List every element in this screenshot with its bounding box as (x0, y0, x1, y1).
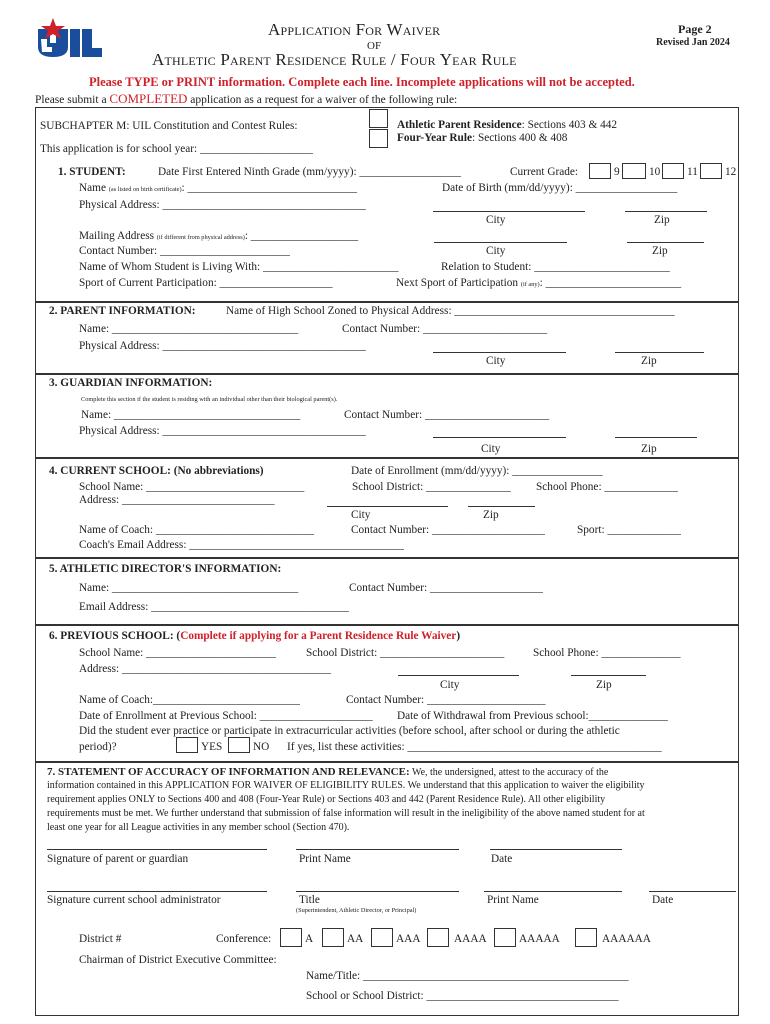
school-year-field[interactable]: This application is for school year: ____________________ (40, 143, 313, 155)
chairman-label: Chairman of District Executive Committee: (79, 954, 277, 966)
conf-aaaaaa-checkbox[interactable] (575, 928, 597, 947)
conf-aa-checkbox[interactable] (322, 928, 344, 947)
student-city-label: City (486, 214, 506, 226)
current-enrollment-field[interactable]: Date of Enrollment (mm/dd/yyyy): ________________ (351, 465, 603, 477)
grade-9-checkbox[interactable] (589, 163, 611, 179)
parent-heading: 2. PARENT INFORMATION: (49, 305, 196, 317)
student-physical-address-field[interactable]: Physical Address: ____________________________________ (79, 199, 366, 211)
prev-city-label: City (440, 679, 460, 691)
conference-label: Conference: (216, 933, 272, 945)
prev-withdrawal-field[interactable]: Date of Withdrawal from Previous school:______________ (397, 710, 668, 722)
yes-label: YES (201, 741, 223, 753)
ad-name-field[interactable]: Name: _________________________________ (79, 582, 299, 594)
prev-enrollment-field[interactable]: Date of Enrollment at Previous School: ____________________ (79, 710, 373, 722)
conf-aaaa-label: AAAA (454, 933, 487, 945)
yes-checkbox[interactable] (176, 737, 198, 753)
guardian-city-line[interactable] (433, 437, 566, 438)
student-zip-label: Zip (654, 214, 670, 226)
parent-residence-label: Athletic Parent Residence: Sections 403 & 442 (397, 119, 618, 131)
instruction-text: Please TYPE or PRINT information. Complete each line. Incomplete applications will not be accepted. (89, 75, 635, 89)
grade-10-checkbox[interactable] (622, 163, 646, 179)
grade-12-label: 12 (725, 166, 737, 178)
four-year-checkbox[interactable] (369, 129, 388, 148)
guardian-zip-label: Zip (641, 443, 657, 455)
parent-zip-label: Zip (641, 355, 657, 367)
current-grade-label: Current Grade: (510, 166, 579, 178)
guardian-zip-line[interactable] (615, 437, 697, 438)
prev-address-field[interactable]: Address: _____________________________________ (79, 663, 331, 675)
ad-heading: 5. ATHLETIC DIRECTOR'S INFORMATION: (49, 563, 282, 575)
guardian-heading: 3. GUARDIAN INFORMATION: (49, 377, 213, 389)
parent-name-field[interactable]: Name: _________________________________ (79, 323, 299, 335)
conf-aaaaa-label: AAAAA (519, 933, 560, 945)
current-phone-field[interactable]: School Phone: _____________ (536, 481, 678, 493)
district-number-label: District # (79, 933, 122, 945)
current-coach-field[interactable]: Name of Coach: ____________________________ (79, 524, 315, 536)
current-sport-field-school[interactable]: Sport: _____________ (577, 524, 681, 536)
statement-line-1: 7. STATEMENT OF ACCURACY OF INFORMATION AND RELEVANCE: We, the undersigned, attest to the accuracy of the (47, 766, 609, 778)
guardian-contact-field[interactable]: Contact Number: ______________________ (344, 409, 550, 421)
grade-12-checkbox[interactable] (700, 163, 722, 179)
title-of: OF (367, 40, 382, 52)
next-sport-field[interactable]: Next Sport of Participation (if any): ________________________ (396, 277, 682, 289)
parent-print-name-label: Print Name (299, 853, 351, 865)
prev-zip-line[interactable] (571, 675, 646, 676)
uil-logo-icon (34, 17, 104, 61)
revised-date: Revised Jan 2024 (656, 37, 730, 48)
prev-zip-label: Zip (596, 679, 612, 691)
guardian-note: Complete this section if the student is residing with an individual other than their biological parent(s). (81, 396, 338, 403)
conf-a-checkbox[interactable] (280, 928, 302, 947)
conf-aaa-checkbox[interactable] (371, 928, 393, 947)
student-dob-field[interactable]: Date of Birth (mm/dd/yyyy): __________________ (442, 182, 678, 194)
parent-print-name-line[interactable] (296, 849, 459, 850)
parent-contact-field[interactable]: Contact Number: ______________________ (342, 323, 548, 335)
parent-signature-line[interactable] (47, 849, 267, 850)
parent-date-line[interactable] (490, 849, 622, 850)
zoned-school-field[interactable]: Name of High School Zoned to Physical Address: _______________________________________ (226, 305, 675, 317)
admin-date-label: Date (652, 894, 674, 906)
mailing-city-line[interactable] (434, 242, 567, 243)
admin-signature-line[interactable] (47, 891, 267, 892)
first-ninth-field[interactable]: Date First Entered Ninth Grade (mm/yyyy): __________________ (158, 166, 462, 178)
mailing-city-label: City (486, 245, 506, 257)
submit-text: Please submit a COMPLETED application as a request for a waiver of the following rule: (35, 91, 458, 106)
current-city-label: City (351, 509, 371, 521)
title-line-1: Application For Waiver (268, 20, 441, 39)
prev-phone-field[interactable]: School Phone: ______________ (533, 647, 681, 659)
chair-name-title-field[interactable]: Name/Title: _______________________________________________ (306, 970, 629, 982)
student-city-line[interactable] (433, 211, 585, 212)
subchapter-text: SUBCHAPTER M: UIL Constitution and Contest Rules: (40, 120, 298, 132)
four-year-label: Four-Year Rule: Sections 400 & 408 (397, 132, 568, 144)
parent-city-line[interactable] (433, 352, 566, 353)
guardian-address-field[interactable]: Physical Address: ____________________________________ (79, 425, 366, 437)
admin-title-line[interactable] (296, 891, 459, 892)
admin-print-name-label: Print Name (487, 894, 539, 906)
previous-school-heading: 6. PREVIOUS SCHOOL: (Complete if applying for a Parent Residence Rule Waiver) (49, 630, 461, 642)
extracurricular-question: Did the student ever practice or participate in extracurricular activities (before school, after school or during the athletic (79, 725, 620, 737)
parent-address-field[interactable]: Physical Address: ____________________________________ (79, 340, 366, 352)
no-label: NO (253, 741, 270, 753)
chair-school-district-field[interactable]: School or School District: __________________________________ (306, 990, 619, 1002)
grade-10-label: 10 (649, 166, 661, 178)
grade-9-label: 9 (614, 166, 620, 178)
relation-field[interactable]: Relation to Student: ________________________ (441, 261, 670, 273)
prev-district-field[interactable]: School District: ______________________ (306, 647, 505, 659)
student-mailing-field[interactable]: Mailing Address (if different from physical address): ___________________ (79, 230, 359, 242)
uil-logo (34, 17, 104, 61)
statement-line-5: least one year for all League activities in any member school (Section 470). (47, 822, 350, 833)
current-zip-line[interactable] (468, 506, 535, 507)
living-with-field[interactable]: Name of Whom Student is Living With: ________________________ (79, 261, 399, 273)
student-contact-field[interactable]: Contact Number: _______________________ (79, 245, 290, 257)
coach-email-field[interactable]: Coach's Email Address: ______________________________________ (79, 539, 404, 551)
current-school-heading: 4. CURRENT SCHOOL: (No abbreviations) (49, 465, 264, 477)
no-checkbox[interactable] (228, 737, 250, 753)
guardian-city-label: City (481, 443, 501, 455)
current-sport-field[interactable]: Sport of Current Participation: ____________________ (79, 277, 333, 289)
conf-aaaaa-checkbox[interactable] (494, 928, 516, 947)
student-name-field[interactable]: Name (as listed on birth certificate): ______________________________ (79, 182, 357, 194)
statement-line-4: requirements must be met. We further understand that submission of false information will result in the ineligibility of the above named student for at (47, 808, 645, 819)
prev-coach-field[interactable]: Name of Coach:__________________________ (79, 694, 300, 706)
grade-11-checkbox[interactable] (662, 163, 684, 179)
sig-parent-label: Signature of parent or guardian (47, 853, 189, 865)
guardian-name-field[interactable]: Name: _________________________________ (81, 409, 301, 421)
page-number: Page 2 (678, 22, 712, 36)
current-district-field[interactable]: School District: _______________ (352, 481, 511, 493)
parent-date-label: Date (491, 853, 513, 865)
current-coach-contact-field[interactable]: Contact Number: ____________________ (351, 524, 545, 536)
mailing-zip-label: Zip (652, 245, 668, 257)
sig-admin-label: Signature current school administrator (47, 894, 221, 906)
prev-coach-contact-field[interactable]: Contact Number: _____________________ (346, 694, 546, 706)
extracurricular-question-2: period)? (79, 741, 117, 753)
student-zip-line[interactable] (625, 211, 707, 212)
current-zip-label: Zip (483, 509, 499, 521)
grade-11-label: 11 (687, 166, 698, 178)
conf-aaaa-checkbox[interactable] (427, 928, 449, 947)
admin-title-label: Title (299, 894, 320, 906)
admin-title-note: (Superintendent, Athletic Director, or Principal) (296, 907, 417, 914)
admin-date-line[interactable] (649, 891, 736, 892)
prev-school-name-field[interactable]: School Name: _______________________ (79, 647, 277, 659)
current-school-name-field[interactable]: School Name: ____________________________ (79, 481, 305, 493)
current-city-line[interactable] (327, 506, 448, 507)
prev-city-line[interactable] (398, 675, 519, 676)
conf-aaa-label: AAA (396, 933, 421, 945)
parent-zip-line[interactable] (615, 352, 704, 353)
statement-line-3: requirement applies ONLY to Sections 400 and 408 (Four-Year Rule) or Sections 403 and 442 (Parent Residence Rule). All other eligibility (47, 794, 606, 805)
student-heading: 1. STUDENT: (58, 166, 126, 178)
conf-a-label: A (305, 933, 314, 945)
parent-city-label: City (486, 355, 506, 367)
statement-line-2: information contained in this APPLICATION FOR WAIVER OF ELIGIBILITY RULES. We understand that this application to waiver the eligibility (47, 780, 645, 791)
admin-print-name-line[interactable] (484, 891, 622, 892)
activities-field[interactable]: If yes, list these activities: _____________________________________________ (287, 741, 662, 753)
title-line-2: Athletic Parent Residence Rule / Four Year Rule (152, 50, 517, 69)
ad-email-field[interactable]: Email Address: ___________________________________ (79, 601, 349, 613)
mailing-zip-line[interactable] (627, 242, 704, 243)
conf-aaaaaa-label: AAAAAA (602, 933, 651, 945)
ad-contact-field[interactable]: Contact Number: ____________________ (349, 582, 543, 594)
current-address-field[interactable]: Address: ___________________________ (79, 494, 275, 506)
parent-residence-checkbox[interactable] (369, 109, 388, 128)
conf-aa-label: AA (347, 933, 364, 945)
